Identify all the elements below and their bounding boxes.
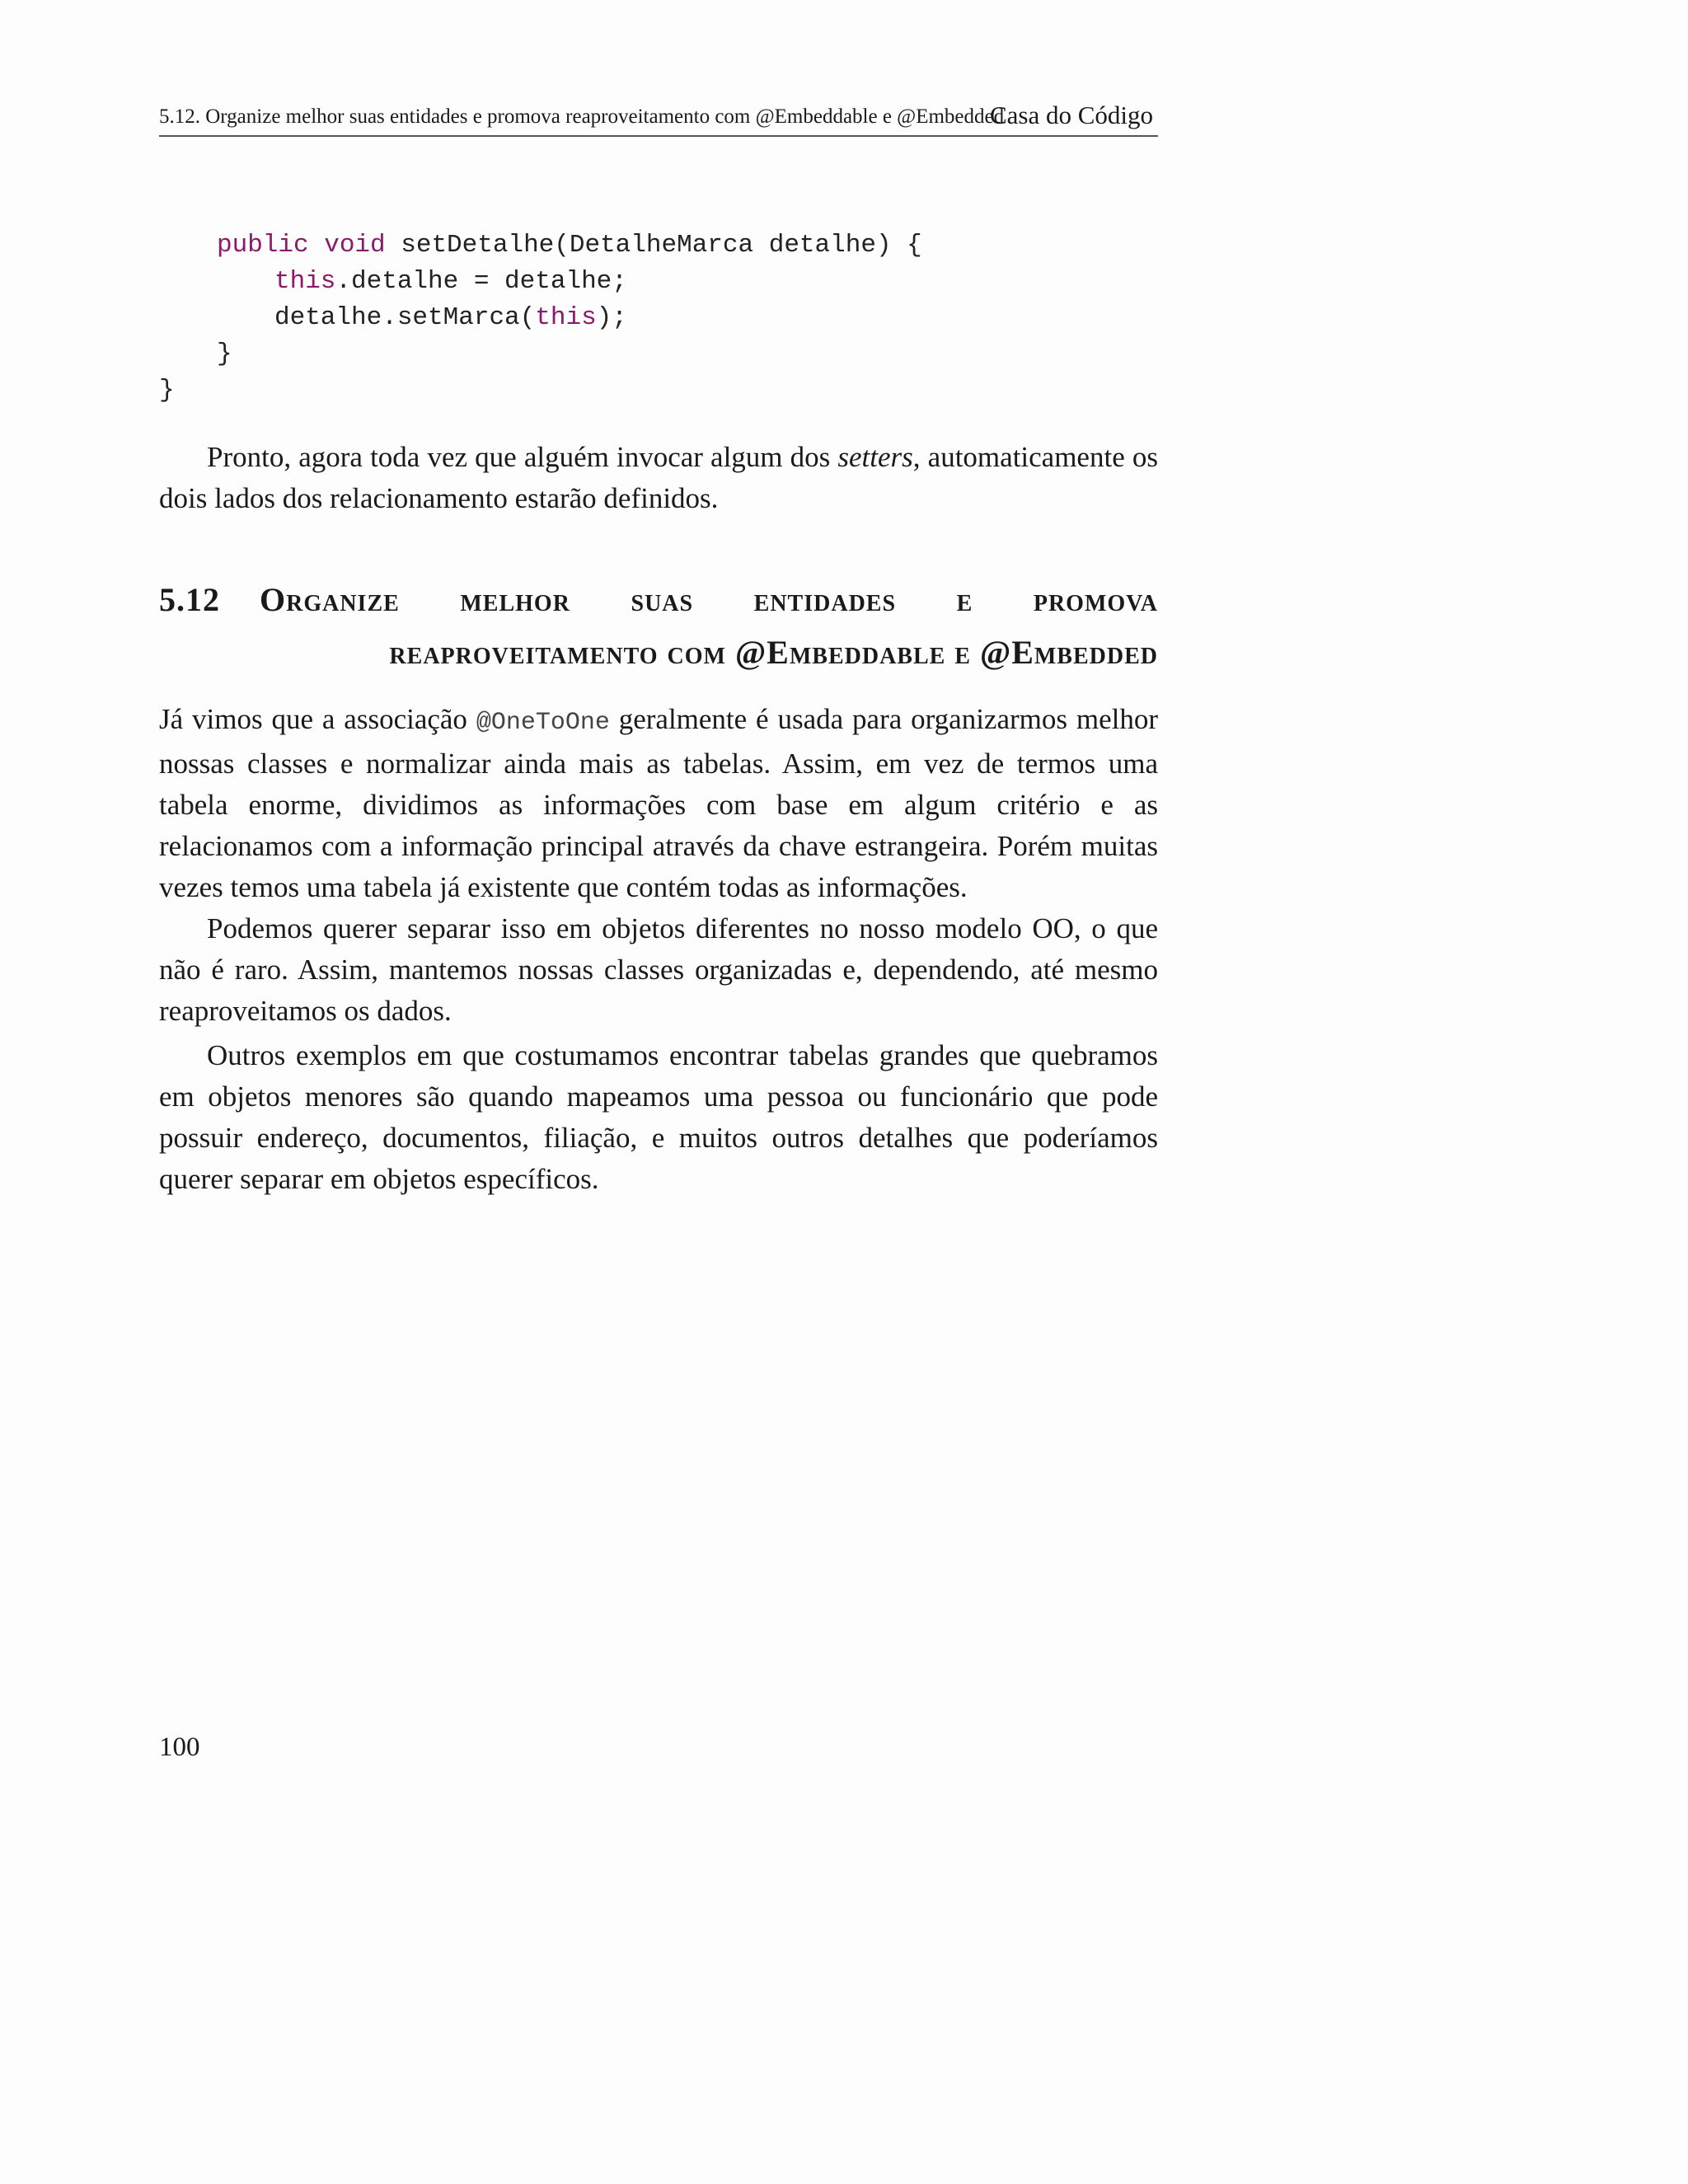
code-text: detalhe.setMarca( (274, 303, 536, 332)
emphasis-text: setters (837, 441, 913, 473)
page-number: 100 (159, 1732, 200, 1762)
code-keyword: public void (217, 231, 386, 260)
code-text: } (217, 340, 232, 368)
code-text: .detalhe = detalhe; (335, 267, 627, 296)
code-line (159, 373, 1158, 409)
inline-code: @OneToOne (476, 709, 610, 737)
code-line (159, 264, 1158, 300)
section-number: 5.12 (159, 581, 220, 618)
code-line (159, 300, 1158, 336)
running-header-section-title: 5.12. Organize melhor suas entidades e promova reaproveitamento com @Embeddable e @Embedded (159, 105, 1005, 128)
book-page (159, 0, 1158, 2184)
body-paragraph (159, 699, 1158, 908)
paragraph-text: Pronto, agora toda vez que alguém invocar algum dos (207, 441, 838, 473)
running-header-publisher: Casa do Código (989, 101, 1153, 129)
code-keyword: this (535, 303, 597, 332)
code-keyword: this (274, 267, 336, 296)
paragraph-text: , automaticamente os dois lados dos relacionamento estarão definidos. (159, 441, 1158, 514)
code-text: setDetalhe(DetalheMarca detalhe) { (385, 231, 922, 260)
code-text: } (159, 376, 175, 405)
paragraph-text: geralmente é usada para organizarmos melhor nossas classes e normalizar ainda mais as tabelas. Assim, em vez de termos uma tabela enorme, dividimos as informações com base em algum critério e as relacionamos com a informação principal através da chave estrangeira. Porém muitas vezes temos uma tabela já existente que contém todas as informações. (159, 703, 1158, 903)
code-line (159, 336, 1158, 373)
code-line (159, 227, 1158, 264)
running-header (159, 99, 1158, 137)
body-paragraph: Podemos querer separar isso em objetos diferentes no nosso modelo OO, o que não é raro. Assim, mantemos nossas classes organizadas e, dependendo, até mesmo reaproveitamos os dados. (159, 912, 1158, 1027)
code-text: ); (596, 303, 627, 332)
section-heading (159, 574, 1158, 679)
body-paragraph (159, 437, 1158, 519)
section-title: Organize melhor suas entidades e promova reaproveitamento com @Embeddable e @Embedded (260, 581, 1158, 671)
paragraph-text: Já vimos que a associação (159, 703, 476, 735)
body-paragraph: Outros exemplos em que costumamos encontrar tabelas grandes que quebramos em objetos menores são quando mapeamos uma pessoa ou funcionário que pode possuir endereço, documentos, filiação, e muitos outros detalhes que poderíamos querer separar em objetos específicos. (159, 1039, 1158, 1195)
code-block (159, 227, 1158, 409)
